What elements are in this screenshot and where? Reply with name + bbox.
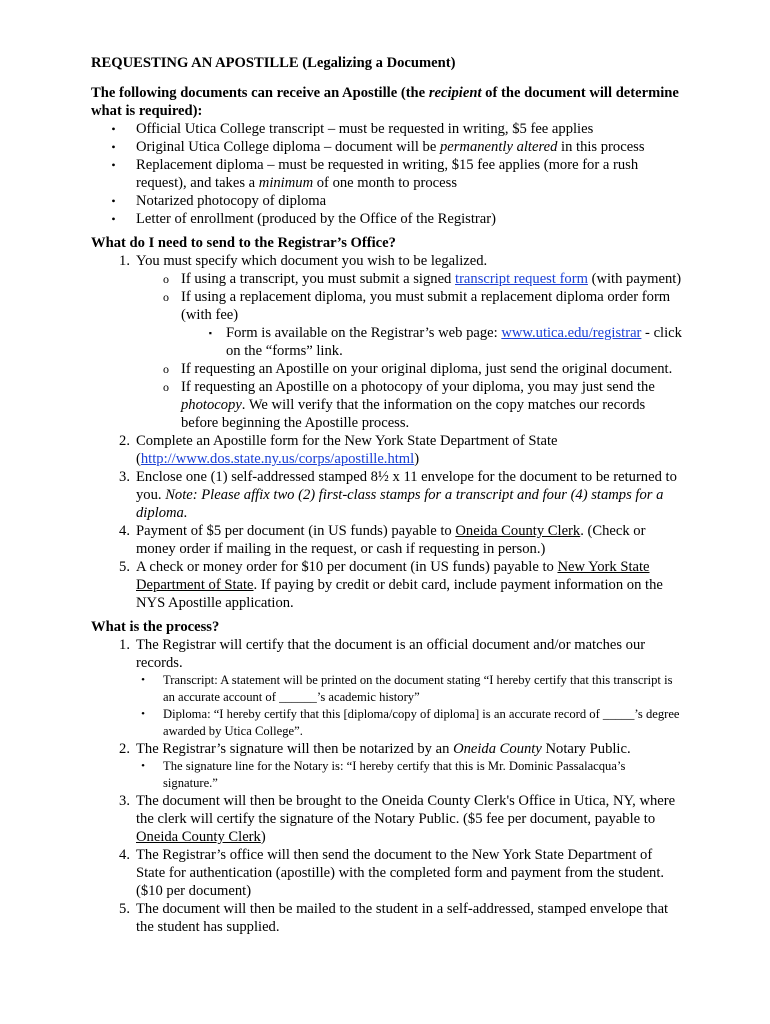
list-item: • Notarized photocopy of diploma — [111, 193, 327, 209]
list-item: o If using a replacement diploma, you must submit a replacement diploma order form (with fee) — [163, 289, 671, 323]
list-item: 5. A check or money order for $10 per document (in US funds) payable to New York State Department of State. If paying by credit or debit card, include payment information on the NYS Apostille application. — [119, 559, 663, 611]
page-title: REQUESTING AN APOSTILLE (Legalizing a Document) — [91, 55, 456, 71]
documents-heading: The following documents can receive an Apostille (the recipient of the document will determine what is required): — [91, 85, 679, 119]
list-item: 2. Complete an Apostille form for the New York State Department of State (http://www.dos.state.ny.us/corps/apostille.html) — [119, 433, 558, 467]
list-item: 4. Payment of $5 per document (in US funds) payable to Oneida County Clerk. (Check or money order if mailing in the request, or cash if requesting in person.) — [119, 523, 646, 557]
list-item: o If requesting an Apostille on a photocopy of your diploma, you may just send the photocopy. We will verify that the information on the copy matches our records before beginning the Apostille process. — [163, 379, 655, 431]
list-item: o If using a transcript, you must submit a signed transcript request form (with payment) — [163, 271, 682, 287]
transcript-request-link[interactable]: transcript request form — [455, 271, 588, 287]
list-item: • Replacement diploma – must be requested in writing, $15 fee applies (more for a rush request), and takes a minimum of one month to process — [111, 157, 639, 191]
list-item: 1. You must specify which document you wish to be legalized. — [119, 253, 488, 269]
list-item: ▪ Form is available on the Registrar’s web page: www.utica.edu/registrar - click on the “forms” link. — [208, 325, 682, 359]
list-item: • Letter of enrollment (produced by the Office of the Registrar) — [111, 211, 496, 227]
list-item: • Original Utica College diploma – document will be permanently altered in this process — [111, 139, 645, 155]
list-item: 2. The Registrar’s signature will then be notarized by an Oneida County Notary Public. — [119, 741, 631, 757]
list-item: 3. Enclose one (1) self-addressed stamped 8½ x 11 envelope for the document to be returned to you. Note: Please affix two (2) first-class stamps for a transcript and four (4) stamps for a diploma. — [119, 469, 677, 521]
list-item: • Diploma: “I hereby certify that this [diploma/copy of diploma] is an accurate record of _____’s degree awarded by Utica College”. — [141, 707, 680, 738]
document-page — [91, 54, 683, 936]
list-item: o If requesting an Apostille on your original diploma, just send the original document. — [163, 361, 673, 377]
list-item: • The signature line for the Notary is: “I hereby certify that this is Mr. Dominic Passalacqua’s signature.” — [141, 759, 626, 790]
process-heading: What is the process? — [91, 619, 220, 635]
list-item: 1. The Registrar will certify that the document is an official document and/or matches our records. — [119, 637, 646, 671]
list-item: 4. The Registrar’s office will then send the document to the New York State Department of State for authentication (apostille) with the completed form and payment from the student. ($10 per document) — [119, 847, 665, 899]
list-item: • Official Utica College transcript – must be requested in writing, $5 fee applies — [111, 121, 594, 137]
list-item: • Transcript: A statement will be printed on the document stating “I hereby certify that this transcript is an accurate account of ______’s academic history” — [141, 673, 673, 704]
send-heading: What do I need to send to the Registrar’s Office? — [91, 235, 396, 251]
apostille-url-link[interactable]: http://www.dos.state.ny.us/corps/apostille.html — [140, 451, 415, 467]
registrar-web-link[interactable]: www.utica.edu/registrar — [501, 325, 642, 341]
list-item: 5. The document will then be mailed to the student in a self-addressed, stamped envelope that the student has supplied. — [119, 901, 669, 935]
list-item: 3. The document will then be brought to the Oneida County Clerk's Office in Utica, NY, where the clerk will certify the signature of the Notary Public. ($5 fee per document, payable to Oneida County Clerk) — [119, 793, 676, 845]
